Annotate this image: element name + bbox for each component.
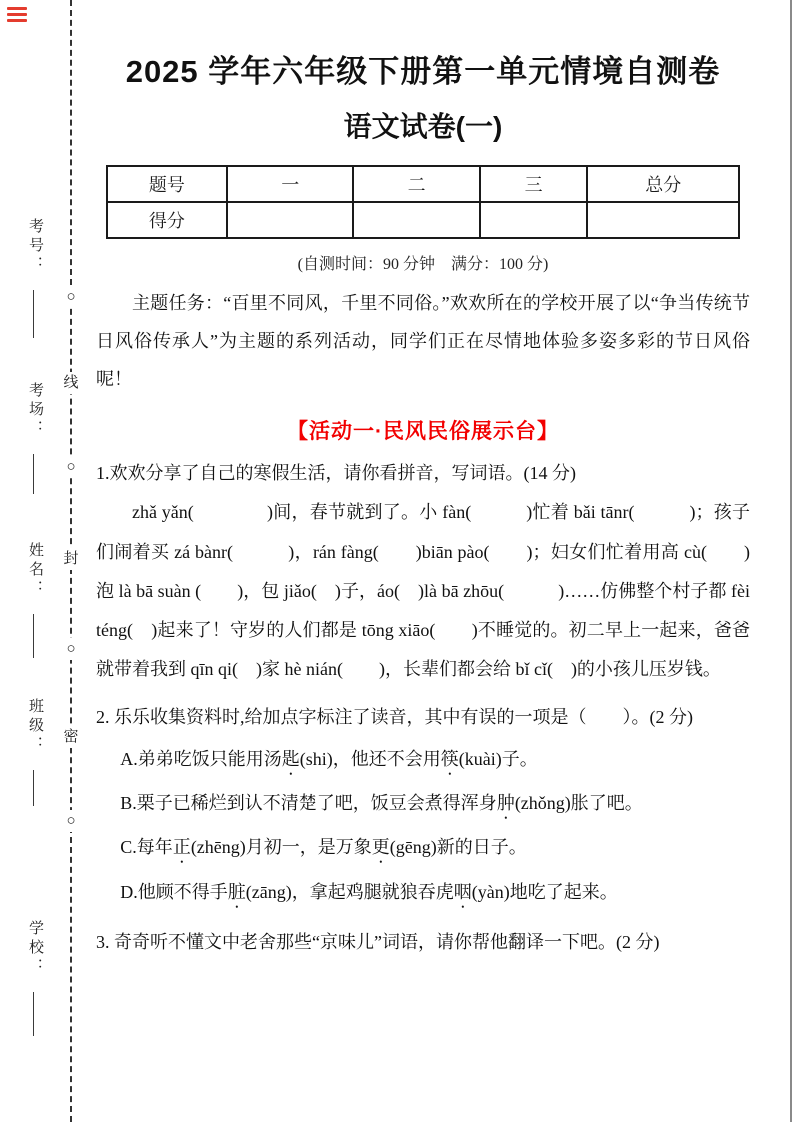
question-2-option-c: C.每年正(zhēng)月初一，是万象更(gēng)新的日子。 [120, 837, 527, 858]
exam-subtitle: 语文试卷(一) [343, 111, 503, 142]
activity1-heading: 【活动一·民风民俗展示台】 [287, 420, 559, 444]
seal-field-exam-room: 考场： [27, 382, 44, 439]
question-2-stem: 2. 乐乐收集资料时,给加点字标注了读音，其中有误的一项是（ ）。(2 分) [96, 707, 693, 728]
write-line [33, 290, 34, 338]
score-table-header-row [107, 166, 739, 202]
page-edge-line [790, 0, 792, 1122]
seal-circle-icon: ○ [60, 456, 82, 478]
corner-stamp-icon [7, 7, 27, 25]
question-2-option-b: B.栗子已稀烂到认不清楚了吧，饭豆会煮得浑身肿(zhǒng)胀了吧。 [120, 793, 643, 814]
seal-field-name: 姓名： [27, 542, 44, 599]
score-table [106, 165, 740, 239]
exam-title: 2025 学年六年级下册第一单元情境自测卷 [125, 54, 721, 89]
seal-circle-icon: ○ [60, 286, 82, 308]
question-2-option-a: A.弟弟吃饭只能用汤匙(shi)，他还不会用筷(kuài)子。 [120, 749, 538, 770]
seal-field-school: 学校： [27, 920, 44, 977]
seal-field-class: 班级： [27, 698, 44, 755]
question-1-stem: 1.欢欢分享了自己的寒假生活，请你看拼音，写词语。(14 分) [96, 463, 576, 484]
score-table-cell-section-1: 一 [227, 166, 353, 202]
score-table-cell-section-3: 三 [480, 166, 588, 202]
score-table-score-row [107, 202, 739, 238]
score-table-empty-cell-1 [227, 202, 353, 238]
seal-field-exam-number: 考号： [27, 218, 44, 275]
exam-content [96, 46, 750, 961]
seal-char-xian: 线 [60, 372, 82, 394]
question-2-option-d: D.他顾不得手脏(zāng)，拿起鸡腿就狼吞虎咽(yàn)地吃了起来。 [120, 881, 618, 902]
seal-circle-icon: ○ [60, 638, 82, 660]
seal-circle-icon: ○ [60, 810, 82, 832]
score-table-cell-score-label: 得分 [107, 202, 227, 238]
seal-char-mi: 密 [60, 726, 82, 748]
theme-task-intro: 主题任务：“百里不同风，千里不同俗。”欢欢所在的学校开展了以“争当传统节日风俗传承人”为主题的系列活动，同学们正在尽情地体验多姿多彩的节日风俗呢！ [96, 293, 750, 390]
score-table-empty-cell-2 [353, 202, 479, 238]
score-table-empty-cell-total [587, 202, 739, 238]
question-1-pinyin-passage: zhǎ yǎn( )间，春节就到了。小 fàn( )忙着 bǎi tānr( )；孩子们闹着买 zá bànr( )，rán fàng( )biān pào( )；妇女们忙着用高 cù( )泡 là bā suàn ( )，包 jiǎo( )子，áo( )là bā zhōu( )……仿佛整个村子都 fèi téng( )起来了！守岁的人们都是 tōng xiāo( )不睡觉的。初二早上一起来，爸爸就带着我到 qīn qi( )家 hè nián( )，长辈们都会给 bǐ cǐ( )的小孩儿压岁钱。 [96, 502, 750, 680]
write-line [33, 992, 34, 1036]
write-line [33, 614, 34, 658]
score-table-cell-question-number: 题号 [107, 166, 227, 202]
score-table-cell-section-2: 二 [353, 166, 479, 202]
seal-char-feng: 封 [60, 548, 82, 570]
time-score-note: (自测时间：90 分钟 满分：100 分) [297, 256, 549, 273]
score-table-empty-cell-3 [480, 202, 588, 238]
question-3-stem: 3. 奇奇听不懂文中老舍那些“京味儿”词语，请你帮他翻译一下吧。(2 分) [96, 931, 660, 952]
write-line [33, 454, 34, 494]
score-table-cell-total: 总分 [587, 166, 739, 202]
write-line [33, 770, 34, 806]
